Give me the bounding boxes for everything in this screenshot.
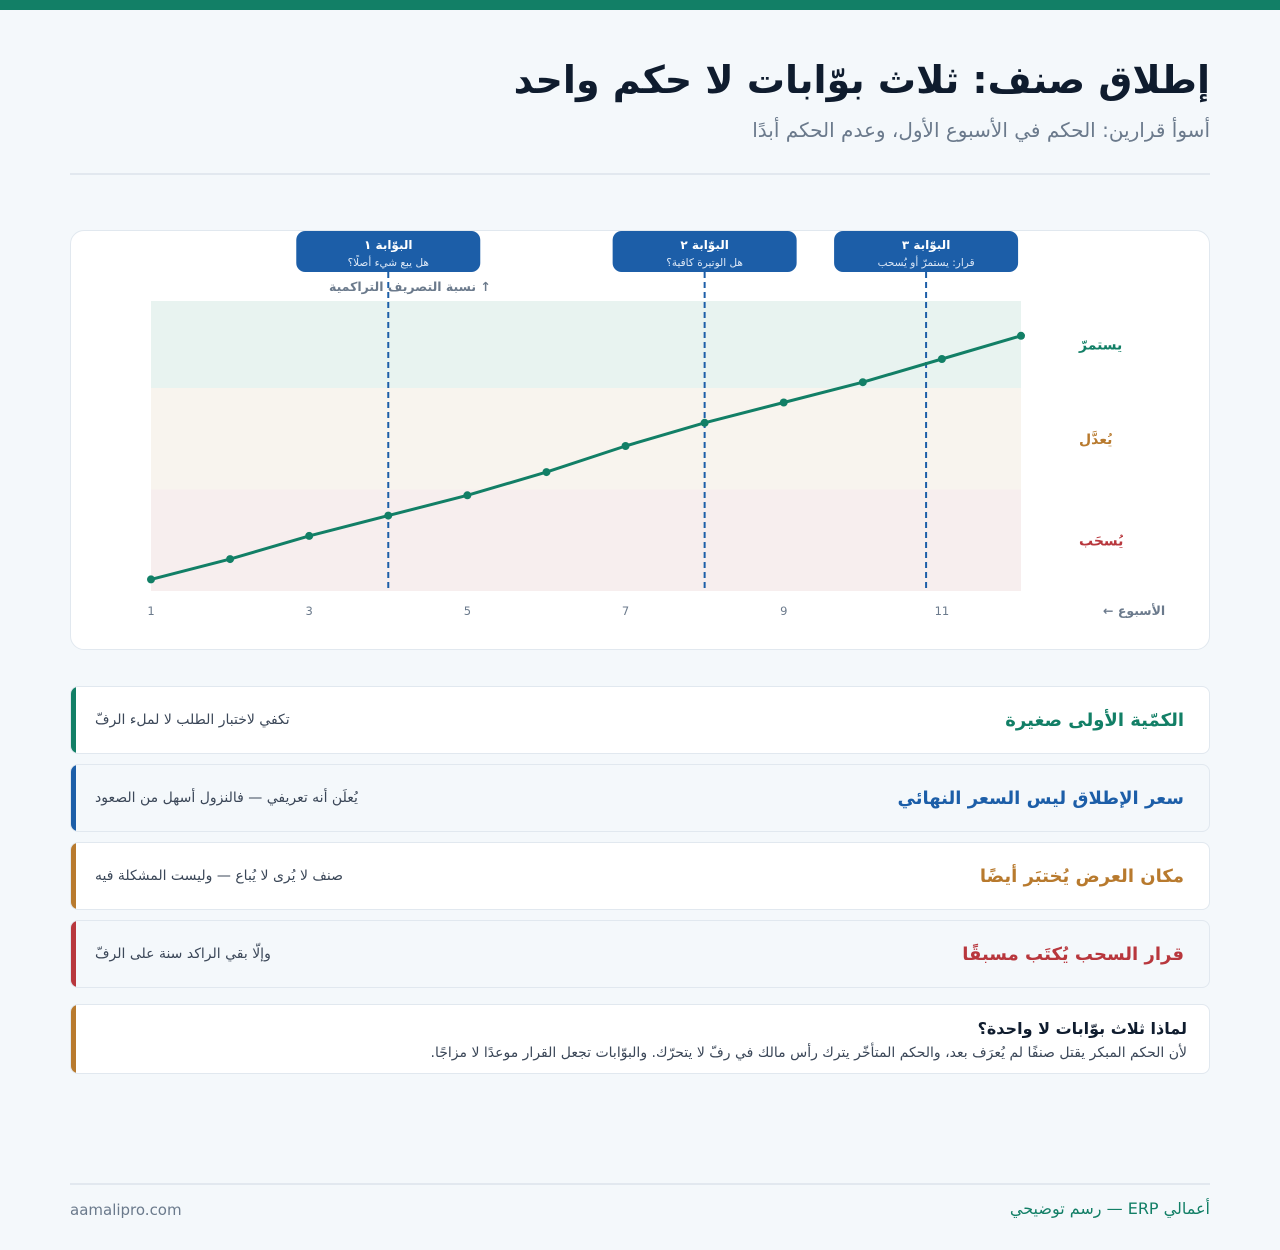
tip-row-title: مكان العرض يُختبَر أيضًا bbox=[979, 865, 1184, 887]
tip-row-description: تكفي لاختبار الطلب لا لملء الرفّ bbox=[95, 712, 290, 728]
tip-row-accent-bar bbox=[71, 765, 76, 831]
x-tick-label: 11 bbox=[934, 604, 950, 618]
gate-title: البوّابة ٢ bbox=[680, 238, 729, 252]
note-accent-bar bbox=[71, 1005, 76, 1073]
zone-label: يُعدَّل bbox=[1079, 431, 1113, 448]
tip-row-accent-bar bbox=[71, 843, 76, 909]
data-point bbox=[542, 468, 550, 476]
zone-band bbox=[151, 490, 1021, 592]
footer-brand: أعمالي ERP — رسم توضيحي bbox=[1009, 1199, 1210, 1218]
header-divider bbox=[70, 173, 1210, 175]
tip-row-description: يُعلَن أنه تعريفي — فالنزول أسهل من الصعود bbox=[95, 790, 358, 806]
data-point bbox=[622, 442, 630, 450]
gate-title: البوّابة ١ bbox=[364, 238, 413, 252]
x-tick-label: 1 bbox=[147, 604, 155, 618]
y-axis-label: ↑ نسبة التصريف التراكمية bbox=[329, 279, 491, 294]
tip-row bbox=[70, 764, 1210, 832]
x-tick-label: 9 bbox=[780, 604, 788, 618]
x-tick-label: 3 bbox=[305, 604, 313, 618]
x-tick-label: 7 bbox=[621, 604, 630, 618]
tip-row bbox=[70, 686, 1210, 754]
zone-label: يُسحَب bbox=[1079, 533, 1124, 550]
zone-band bbox=[151, 388, 1021, 490]
tip-row-accent-bar bbox=[71, 921, 76, 987]
tip-row-title: سعر الإطلاق ليس السعر النهائي bbox=[897, 787, 1184, 809]
data-point bbox=[384, 512, 392, 520]
x-axis-label: الأسبوع ← bbox=[1103, 603, 1166, 618]
footer-site: aamalipro.com bbox=[70, 1201, 182, 1219]
data-point bbox=[463, 491, 471, 499]
gate-subtitle: هل يبع شيء أصلًا؟ bbox=[347, 257, 429, 269]
tip-row-accent-bar bbox=[71, 687, 76, 753]
gate-title: البوّابة ٣ bbox=[901, 238, 951, 252]
tip-row-title: قرار السحب يُكتَب مسبقًا bbox=[962, 943, 1184, 965]
sell-through-chart bbox=[71, 231, 1210, 650]
tip-row-title: الكمّية الأولى صغيرة bbox=[1005, 709, 1184, 731]
data-point bbox=[938, 355, 946, 363]
footer-divider bbox=[70, 1183, 1210, 1185]
tip-row bbox=[70, 842, 1210, 910]
data-point bbox=[1017, 332, 1025, 340]
chart-card bbox=[70, 230, 1210, 650]
data-point bbox=[701, 419, 709, 427]
top-accent-bar bbox=[0, 0, 1280, 10]
tip-row-description: صنف لا يُرى لا يُباع — وليست المشكلة فيه bbox=[95, 868, 344, 884]
x-tick-label: 5 bbox=[463, 604, 472, 618]
data-point bbox=[226, 555, 234, 563]
tip-row bbox=[70, 920, 1210, 988]
page-title: إطلاق صنف: ثلاث بوّابات لا حكم واحد bbox=[513, 58, 1210, 102]
page-subtitle: أسوأ قرارين: الحكم في الأسبوع الأول، وعدم الحكم أبدًا bbox=[752, 118, 1210, 142]
gate-subtitle: هل الوتيرة كافية؟ bbox=[666, 257, 743, 269]
gate-subtitle: قرار: يستمرّ أو يُسحب bbox=[877, 257, 975, 269]
data-point bbox=[305, 532, 313, 540]
data-point bbox=[780, 399, 788, 407]
zone-label: يستمرّ bbox=[1079, 337, 1123, 354]
data-point bbox=[859, 378, 867, 386]
note-card bbox=[70, 1004, 1210, 1074]
note-title: لماذا ثلاث بوّابات لا واحدة؟ bbox=[977, 1019, 1187, 1038]
note-body: لأن الحكم المبكر يقتل صنفًا لم يُعرَف بعد، والحكم المتأخّر يترك رأس مالك في رفّ لا يتحرّك. والبوّابات تجعل القرار موعدًا لا مزاجًا. bbox=[430, 1045, 1187, 1061]
data-point bbox=[147, 575, 155, 583]
tip-row-description: وإلّا بقي الراكد سنة على الرفّ bbox=[95, 946, 271, 962]
